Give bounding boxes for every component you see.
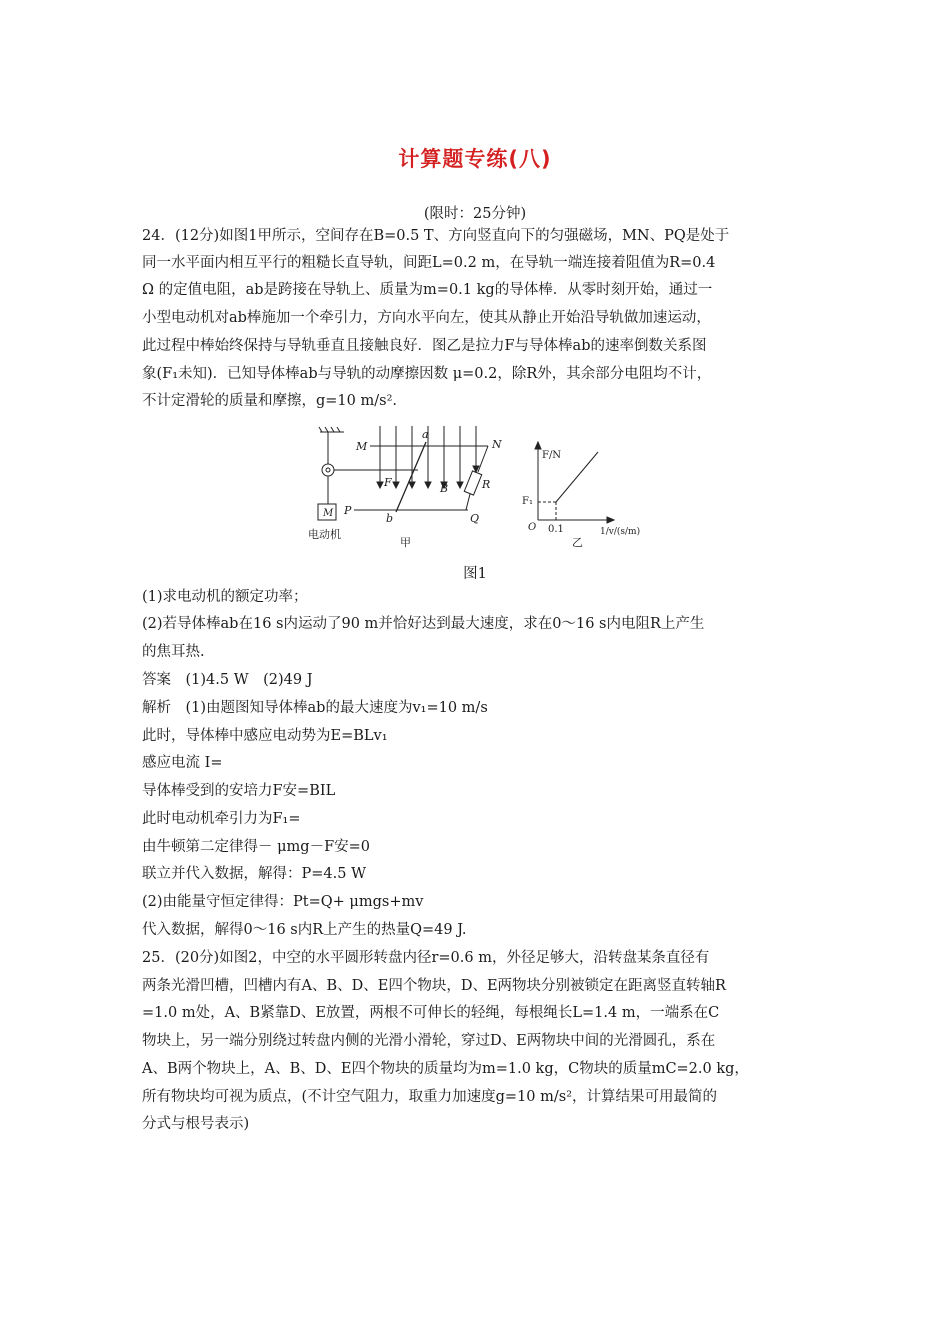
solution-line: 代入数据，解得0～16 s内R上产生的热量Q=49 J. bbox=[142, 922, 467, 938]
label-b: b bbox=[386, 512, 394, 525]
caption-jia: 甲 bbox=[400, 536, 411, 549]
q24-line: 不计定滑轮的质量和摩擦，g=10 m/s². bbox=[142, 393, 397, 409]
q24-line: Ω 的定值电阻，ab是跨接在导轨上、质量为m=0.1 kg的导体棒．从零时刻开始，通过一 bbox=[142, 282, 713, 298]
label-P: P bbox=[344, 504, 352, 517]
q25-line: 所有物块均可视为质点，(不计空气阻力，取重力加速度g=10 m/s²，计算结果可用最简的 bbox=[142, 1089, 718, 1105]
time-limit: (限时：25分钟) bbox=[423, 206, 527, 222]
q25-line: 物块上，另一端分别绕过转盘内侧的光滑小滑轮，穿过D、E两物块中间的光滑圆孔，系在 bbox=[142, 1033, 716, 1049]
label-B: B bbox=[440, 482, 449, 495]
q24-part: (1)求电动机的额定功率； bbox=[142, 589, 308, 605]
label-motor: 电动机 bbox=[308, 528, 341, 541]
q24-part: 的焦耳热. bbox=[142, 644, 205, 660]
label-F: F bbox=[384, 476, 392, 489]
figure-1 bbox=[300, 412, 660, 552]
label-tick: 0.1 bbox=[548, 524, 564, 535]
q25-line: 两条光滑凹槽，凹槽内有A、B、D、E四个物块，D、E两物块分别被锁定在距离竖直转轴R bbox=[142, 978, 726, 994]
label-motor-box: M bbox=[323, 508, 334, 519]
solution-line: 此时电动机牵引力为F₁= bbox=[142, 811, 301, 827]
q25-line: A、B两个物块上，A、B、D、E四个物块的质量均为m=1.0 kg，C物块的质量mC=2.0 kg， bbox=[142, 1061, 749, 1077]
q24-line: 同一水平面内相互平行的粗糙长直导轨，间距L=0.2 m，在导轨一端连接着阻值为R=0.4 bbox=[142, 255, 716, 271]
q24-line: 象(F₁未知)．已知导体棒ab与导轨的动摩擦因数 μ=0.2，除R外，其余部分电阻均不计， bbox=[142, 366, 712, 382]
label-a: a bbox=[422, 428, 429, 441]
label-Q: Q bbox=[470, 512, 480, 525]
label-M: M bbox=[356, 440, 368, 453]
figure-caption: 图1 bbox=[463, 566, 487, 582]
q24-part: (2)若导体棒ab在16 s内运动了90 m并恰好达到最大速度，求在0～16 s内电阻R上产生 bbox=[142, 616, 705, 632]
page-title: 计算题专练(八) bbox=[398, 147, 552, 171]
f-line bbox=[556, 452, 598, 502]
solution-line: 此时，导体棒中感应电动势为E=BLv₁ bbox=[142, 728, 388, 744]
q24-line: 24．(12分)如图1甲所示，空间存在B=0.5 T、方向竖直向下的匀强磁场，MN、PQ是处于 bbox=[142, 228, 730, 244]
label-N: N bbox=[492, 438, 502, 451]
q24-line: 此过程中棒始终保持与导轨垂直且接触良好．图乙是拉力F与导体棒ab的速率倒数关系图 bbox=[142, 338, 707, 354]
solution-line: (2)由能量守恒定律得：Pt=Q+ μmgs+mv bbox=[142, 894, 424, 910]
label-origin: O bbox=[528, 522, 537, 533]
solution-line: 由牛顿第二定律得－ μmg－F安=0 bbox=[142, 839, 370, 855]
label-R: R bbox=[482, 478, 491, 491]
solution-line: 解析 (1)由题图知导体棒ab的最大速度为v₁=10 m/s bbox=[142, 700, 488, 716]
label-y-axis: F/N bbox=[542, 450, 562, 461]
label-x-axis: 1/v/(s/m) bbox=[600, 527, 641, 537]
resistor bbox=[464, 471, 482, 495]
solution-line: 感应电流 I= bbox=[142, 755, 223, 771]
solution-line: 导体棒受到的安培力F安=BIL bbox=[142, 783, 336, 799]
answer: 答案 (1)4.5 W (2)49 J bbox=[142, 672, 313, 688]
q24-line: 小型电动机对ab棒施加一个牵引力，方向水平向左，使其从静止开始沿导轨做加速运动， bbox=[142, 310, 711, 326]
q25-line: =1.0 m处，A、B紧靠D、E放置，两根不可伸长的轻绳，每根绳长L=1.4 m，一端系在C bbox=[142, 1005, 720, 1021]
caption-yi: 乙 bbox=[572, 536, 583, 549]
label-F1: F₁ bbox=[522, 496, 533, 507]
q25-line: 25．(20分)如图2，中空的水平圆形转盘内径r=0.6 m，外径足够大，沿转盘某条直径有 bbox=[142, 950, 710, 966]
pulley-icon bbox=[322, 464, 334, 476]
rod-ab bbox=[396, 442, 426, 512]
q25-line: 分式与根号表示) bbox=[142, 1116, 250, 1132]
solution-line: 联立并代入数据，解得：P=4.5 W bbox=[142, 866, 366, 882]
